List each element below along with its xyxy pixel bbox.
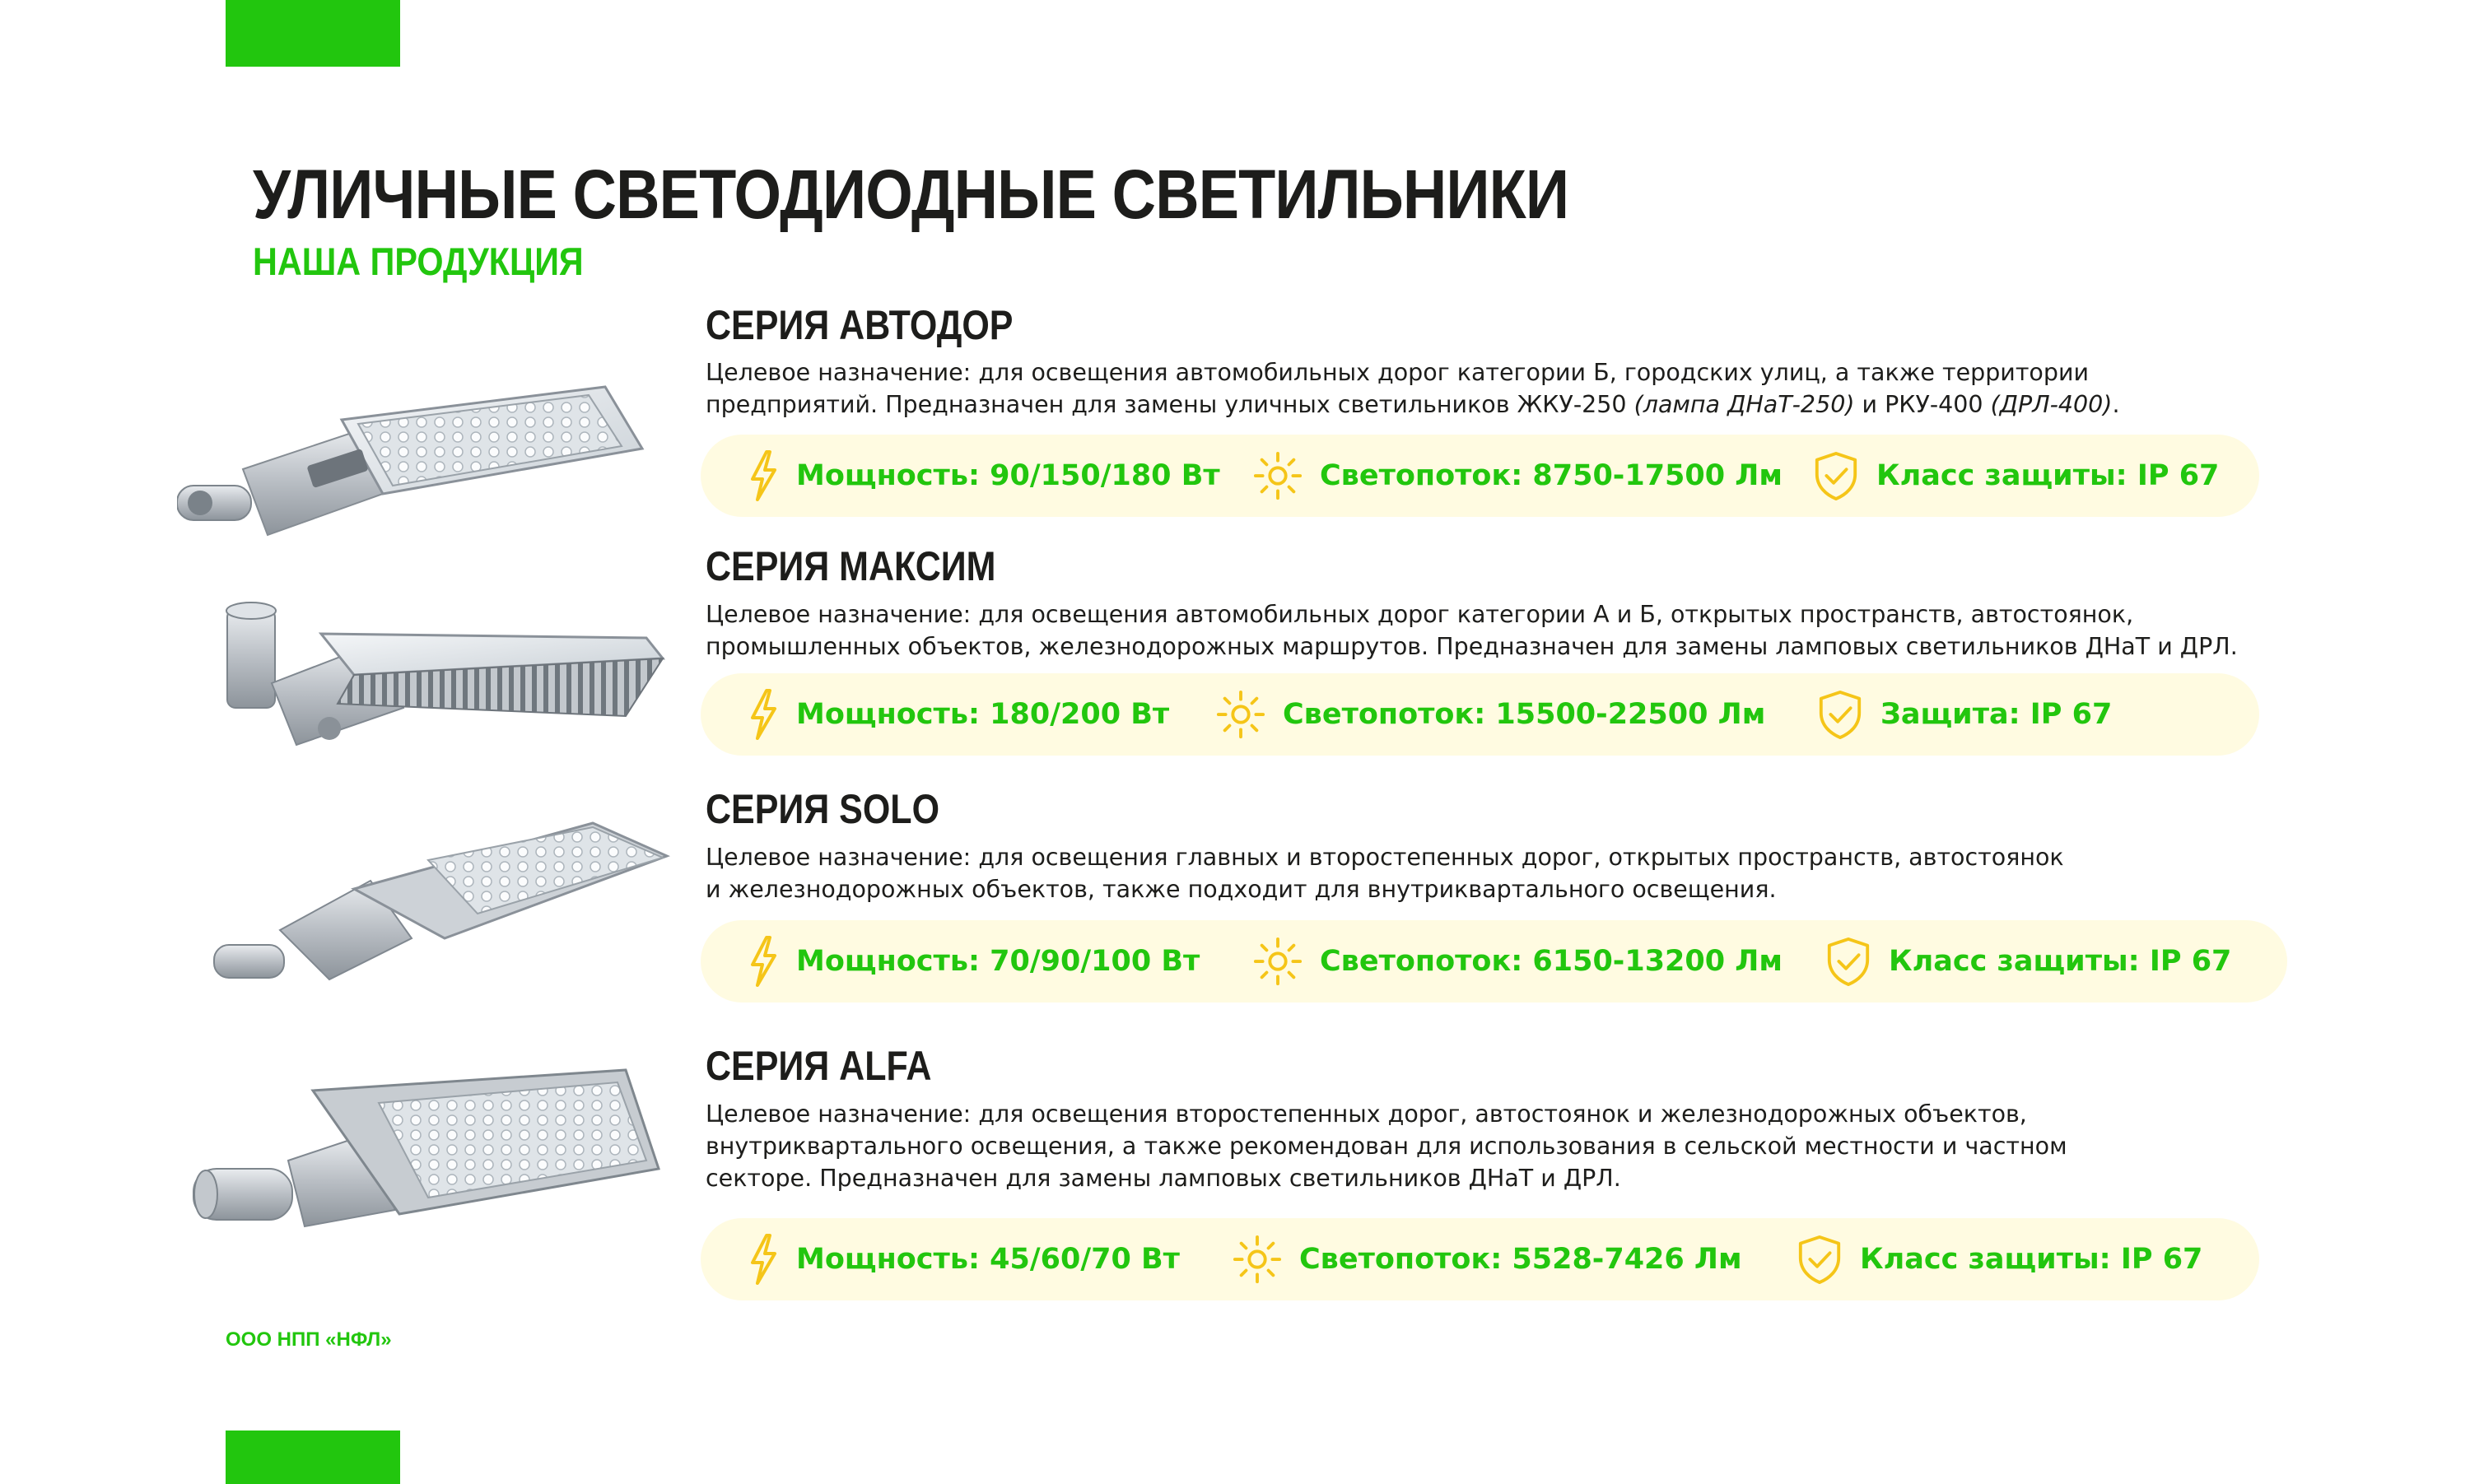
lightning-icon	[747, 935, 780, 988]
spec-protection	[1825, 920, 2231, 1003]
description-text: предприятий. Предназначен для замены уличных светильников ЖКУ-250	[706, 391, 1634, 418]
sun-icon	[1252, 450, 1303, 501]
spec-protection	[1796, 1218, 2202, 1300]
sun-icon	[1215, 689, 1266, 740]
description-text: .	[2112, 391, 2120, 418]
sun-icon	[1252, 936, 1303, 987]
page-title: УЛИЧНЫЕ СВЕТОДИОДНЫЕ СВЕТИЛЬНИКИ	[253, 156, 1569, 233]
spec-power	[747, 673, 1169, 756]
series-title: СЕРИЯ АВТОДОР	[706, 302, 1014, 348]
spec-protection	[1812, 435, 2219, 517]
lightning-icon	[747, 449, 780, 502]
description-line: Целевое назначение: для освещения автомобильных дорог категории А и Б, открытых пространств, автостоянок,	[706, 601, 2134, 628]
spec-flux-text: Светопоток: 15500-22500 Лм	[1283, 698, 1766, 731]
spec-flux-text: Светопоток: 5528-7426 Лм	[1299, 1243, 1742, 1276]
lightning-icon	[747, 1233, 780, 1286]
lamp-maksim-image	[198, 593, 667, 757]
spec-bar	[701, 1218, 2259, 1300]
spec-power-text: Мощность: 45/60/70 Вт	[796, 1243, 1180, 1276]
description-line: внутриквартального освещения, а также рекомендован для использования в сельской местности и частном	[706, 1133, 2067, 1160]
spec-flux	[1232, 1218, 1742, 1300]
spec-flux-text: Светопоток: 8750-17500 Лм	[1320, 459, 1783, 492]
description-line	[706, 388, 2120, 421]
spec-flux	[1215, 673, 1765, 756]
spec-power	[747, 1218, 1180, 1300]
description-text: и РКУ-400	[1854, 391, 1991, 418]
spec-power	[747, 920, 1200, 1003]
bottom-green-bar	[226, 1431, 400, 1484]
series-description	[706, 356, 2120, 421]
lightning-icon	[747, 688, 780, 741]
lamp-avtodor-image	[177, 370, 655, 543]
top-green-bar	[226, 0, 400, 67]
shield-check-icon	[1812, 450, 1860, 501]
shield-check-icon	[1816, 689, 1864, 740]
description-line: Целевое назначение: для освещения автомобильных дорог категории Б, городских улиц, а также территории	[706, 359, 2089, 386]
sun-icon	[1232, 1234, 1283, 1285]
spec-protection-text: Класс защиты: IP 67	[1876, 459, 2220, 492]
description-line: Целевое назначение: для освещения главных и второстепенных дорог, открытых пространств, автостоянок	[706, 844, 2064, 871]
description-line: промышленных объектов, железнодорожных маршрутов. Предназначен для замены ламповых светильников ДНаТ и ДРЛ.	[706, 633, 2238, 660]
spec-protection-text: Класс защиты: IP 67	[1889, 945, 2232, 978]
series-title: СЕРИЯ МАКСИМ	[706, 543, 996, 589]
spec-protection-text: Защита: IP 67	[1880, 698, 2113, 731]
series-title: СЕРИЯ SOLO	[706, 786, 940, 832]
spec-bar	[701, 920, 2287, 1003]
spec-power-text: Мощность: 180/200 Вт	[796, 698, 1170, 731]
lamp-alfa-image	[189, 1054, 667, 1243]
description-line: Целевое назначение: для освещения второстепенных дорог, автостоянок и железнодорожных объектов,	[706, 1100, 2027, 1128]
spec-flux	[1252, 435, 1783, 517]
description-lamp-note: (ДРЛ-400)	[1990, 391, 2113, 418]
description-line: секторе. Предназначен для замены ламповых светильников ДНаТ и ДРЛ.	[706, 1165, 1621, 1192]
series-description	[706, 598, 2238, 663]
spec-power-text: Мощность: 70/90/100 Вт	[796, 945, 1200, 978]
description-lamp-note: (лампа ДНаТ-250)	[1633, 391, 1855, 418]
lamp-solo-image	[206, 815, 675, 1000]
spec-bar	[701, 673, 2259, 756]
series-description	[706, 841, 2064, 905]
spec-flux-text: Светопоток: 6150-13200 Лм	[1320, 945, 1783, 978]
spec-power-text: Мощность: 90/150/180 Вт	[796, 459, 1220, 492]
series-description	[706, 1098, 2067, 1194]
footer-company-name: ООО НПП «НФЛ»	[226, 1328, 392, 1351]
spec-protection-text: Класс защиты: IP 67	[1860, 1243, 2203, 1276]
series-title: СЕРИЯ ALFA	[706, 1043, 932, 1089]
shield-check-icon	[1825, 936, 1872, 987]
spec-protection	[1816, 673, 2112, 756]
spec-flux	[1252, 920, 1783, 1003]
page-subtitle: НАША ПРОДУКЦИЯ	[253, 240, 584, 283]
spec-power	[747, 435, 1220, 517]
spec-bar	[701, 435, 2259, 517]
shield-check-icon	[1796, 1234, 1843, 1285]
description-line: и железнодорожных объектов, также подходит для внутриквартального освещения.	[706, 876, 1777, 903]
